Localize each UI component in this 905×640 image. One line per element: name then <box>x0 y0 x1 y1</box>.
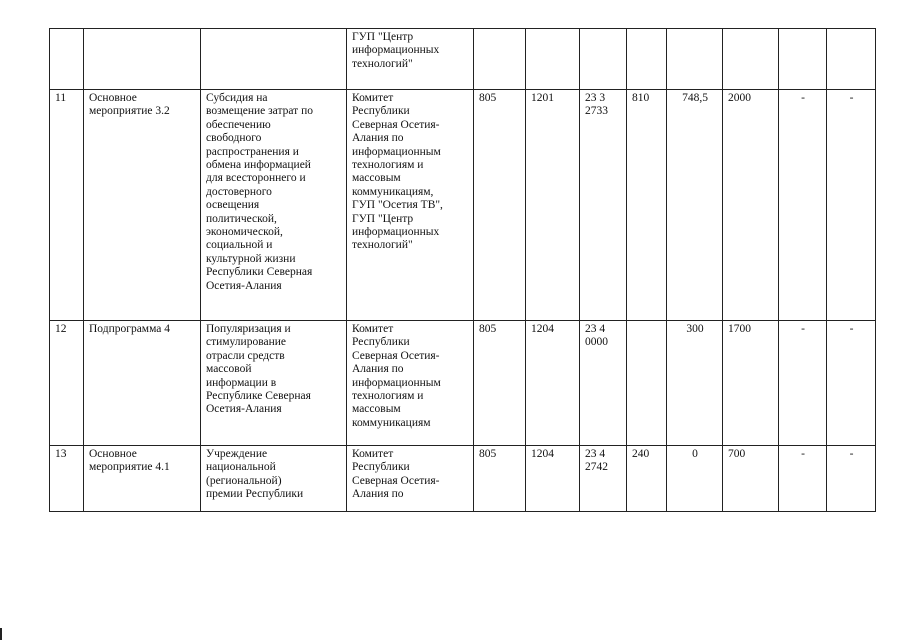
cell-grbs: 805 <box>474 446 526 512</box>
cell-csr: 23 4 2742 <box>580 446 627 512</box>
cell-number: 11 <box>50 90 84 321</box>
cell-number <box>50 29 84 90</box>
cell-amount-2 <box>723 29 779 90</box>
cell-vr: 810 <box>627 90 667 321</box>
cell-amount-4: - <box>827 321 876 446</box>
cell-activity-name: Основное мероприятие 3.2 <box>84 90 201 321</box>
table-row <box>50 321 876 446</box>
cell-activity-name: Подпрограмма 4 <box>84 321 201 446</box>
cell-activity-name <box>84 29 201 90</box>
cell-amount-2: 700 <box>723 446 779 512</box>
table-row <box>50 29 876 90</box>
cell-rzpr <box>526 29 580 90</box>
cell-activity-name: Основное мероприятие 4.1 <box>84 446 201 512</box>
cell-amount-4 <box>827 29 876 90</box>
cell-rzpr: 1201 <box>526 90 580 321</box>
cell-description: Субсидия на возмещение затрат по обеспечению свободного распространения и обмена информацией для всестороннего и достоверного освещения политической, экономической, социальной и культурной жизни Республики Северная Осетия-Алания <box>201 90 347 321</box>
cell-description: Популяризация и стимулирование отрасли средств массовой информации в Республике Северная Осетия-Алания <box>201 321 347 446</box>
cell-amount-2: 2000 <box>723 90 779 321</box>
cell-amount-1: 300 <box>667 321 723 446</box>
cell-amount-2: 1700 <box>723 321 779 446</box>
program-table <box>49 28 876 512</box>
cell-amount-3 <box>779 29 827 90</box>
cell-amount-3: - <box>779 321 827 446</box>
cell-number: 13 <box>50 446 84 512</box>
cell-description <box>201 29 347 90</box>
cell-amount-1 <box>667 29 723 90</box>
cell-amount-4: - <box>827 90 876 321</box>
cell-number: 12 <box>50 321 84 446</box>
cell-responsible: Комитет Республики Северная Осетия- Алания по информационным технологиям и массовым коммуникациям, ГУП "Осетия ТВ", ГУП "Центр информационных технологий" <box>347 90 474 321</box>
cell-responsible: Комитет Республики Северная Осетия- Алания по <box>347 446 474 512</box>
cell-vr <box>627 321 667 446</box>
cell-vr <box>627 29 667 90</box>
cell-grbs <box>474 29 526 90</box>
cell-rzpr: 1204 <box>526 321 580 446</box>
cell-csr: 23 3 2733 <box>580 90 627 321</box>
cell-grbs: 805 <box>474 321 526 446</box>
cell-amount-1: 748,5 <box>667 90 723 321</box>
cell-vr: 240 <box>627 446 667 512</box>
cell-csr: 23 4 0000 <box>580 321 627 446</box>
cell-grbs: 805 <box>474 90 526 321</box>
table-row <box>50 90 876 321</box>
cell-csr <box>580 29 627 90</box>
cell-responsible: ГУП "Центр информационных технологий" <box>347 29 474 90</box>
cell-description: Учреждение национальной (региональной) премии Республики <box>201 446 347 512</box>
cell-responsible: Комитет Республики Северная Осетия- Алания по информационным технологиям и массовым коммуникациям <box>347 321 474 446</box>
scan-edge-mark <box>0 628 2 640</box>
cell-rzpr: 1204 <box>526 446 580 512</box>
cell-amount-1: 0 <box>667 446 723 512</box>
cell-amount-4: - <box>827 446 876 512</box>
cell-amount-3: - <box>779 446 827 512</box>
table-row <box>50 446 876 512</box>
cell-amount-3: - <box>779 90 827 321</box>
